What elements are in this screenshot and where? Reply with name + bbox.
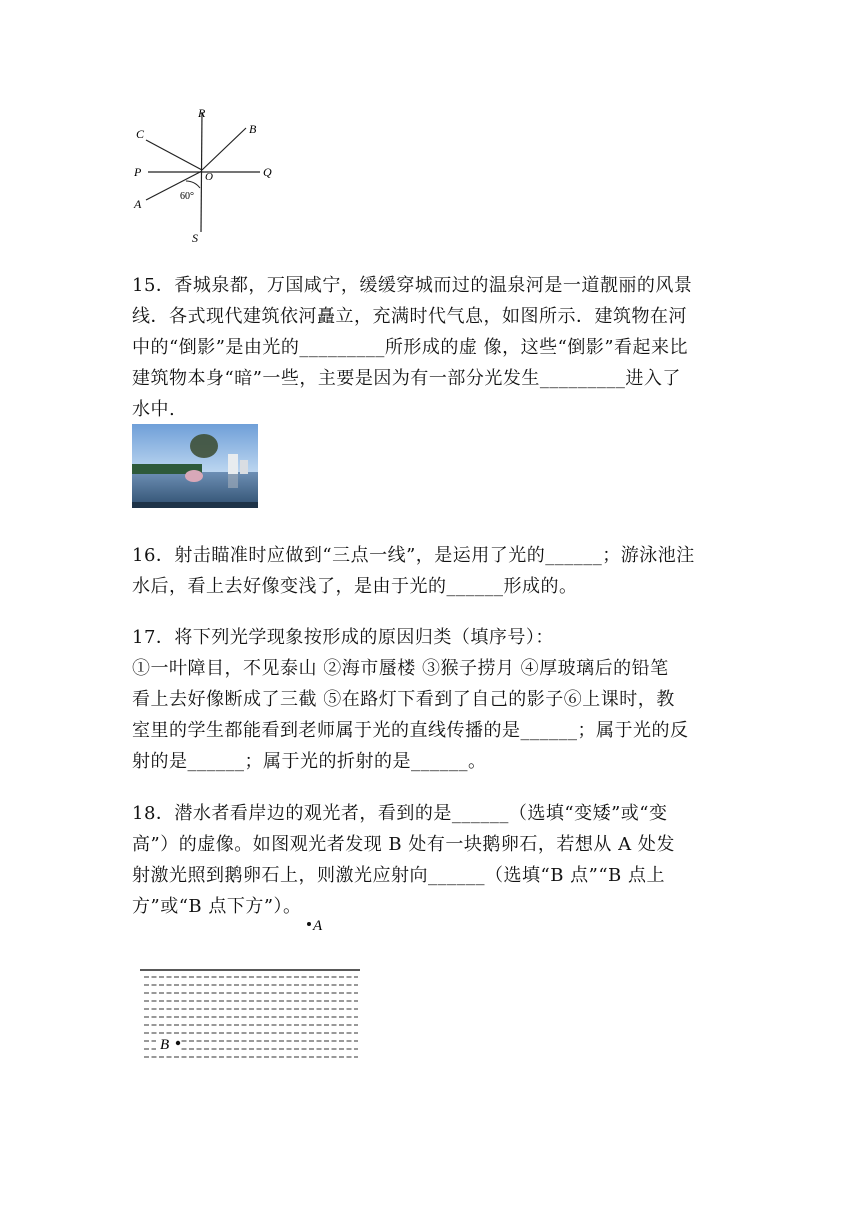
- label-c: C: [136, 127, 145, 141]
- label-s: S: [192, 231, 198, 245]
- point-b: [176, 1041, 180, 1045]
- q17-line: 17．将下列光学现象按形成的原因归类（填序号）：: [132, 627, 554, 648]
- q17-line: 看上去好像断成了三截 ⑤在路灯下看到了自己的影子⑥上课时，教: [132, 689, 675, 710]
- q15-line: 中的“倒影”是由光的_________所形成的虚 像，这些“倒影”看起来比: [132, 337, 689, 358]
- question-18: [132, 798, 732, 922]
- point-a: [307, 922, 311, 926]
- q18-line: 方”或“B 点下方”）。: [132, 896, 302, 917]
- q17-line: 射的是______；属于光的折射的是______。: [132, 751, 487, 772]
- q15-line: 建筑物本身“暗”一些，主要是因为有一部分光发生_________进入了: [132, 368, 681, 389]
- angle-diagram: [128, 100, 278, 250]
- label-b: B: [160, 1037, 170, 1053]
- q17-line: 室里的学生都能看到老师属于光的直线传播的是______；属于光的反: [132, 720, 689, 741]
- label-b-ray: B: [249, 122, 257, 136]
- q18-line: 高”）的虚像。如图观光者发现 B 处有一块鹅卵石，若想从 A 处发: [132, 834, 675, 855]
- label-q: Q: [263, 165, 272, 179]
- q18-line: 射激光照到鹅卵石上，则激光应射向______（选填“B 点”“B 点上: [132, 865, 666, 886]
- q18-line: 18．潜水者看岸边的观光者，看到的是______（选填“变矮”或“变: [132, 803, 668, 824]
- q15-line: 水中.: [132, 399, 176, 420]
- label-a: A: [313, 918, 323, 934]
- q15-line: 15．香城泉都，万国咸宁，缓缓穿城而过的温泉河是一道靓丽的风景: [132, 275, 693, 296]
- label-o: O: [205, 171, 213, 183]
- question-17: [132, 622, 732, 777]
- q16-line: 水后，看上去好像变浅了，是由于光的______形成的。: [132, 576, 578, 597]
- question-15: [132, 270, 732, 425]
- question-16: [132, 540, 732, 602]
- label-a-ray: A: [134, 197, 142, 211]
- label-p: P: [134, 165, 142, 179]
- water-diagram: [136, 910, 376, 1070]
- river-photo: [132, 424, 258, 508]
- q15-line: 线．各式现代建筑依河矗立，充满时代气息，如图所示．建筑物在河: [132, 306, 687, 327]
- angle-label: 60°: [180, 191, 194, 202]
- q17-line: ①一叶障目，不见泰山 ②海市蜃楼 ③猴子捞月 ④厚玻璃后的铅笔: [132, 658, 669, 679]
- label-r: R: [198, 106, 206, 120]
- q16-line: 16．射击瞄准时应做到“三点一线”，是运用了光的______；游泳池注: [132, 545, 695, 566]
